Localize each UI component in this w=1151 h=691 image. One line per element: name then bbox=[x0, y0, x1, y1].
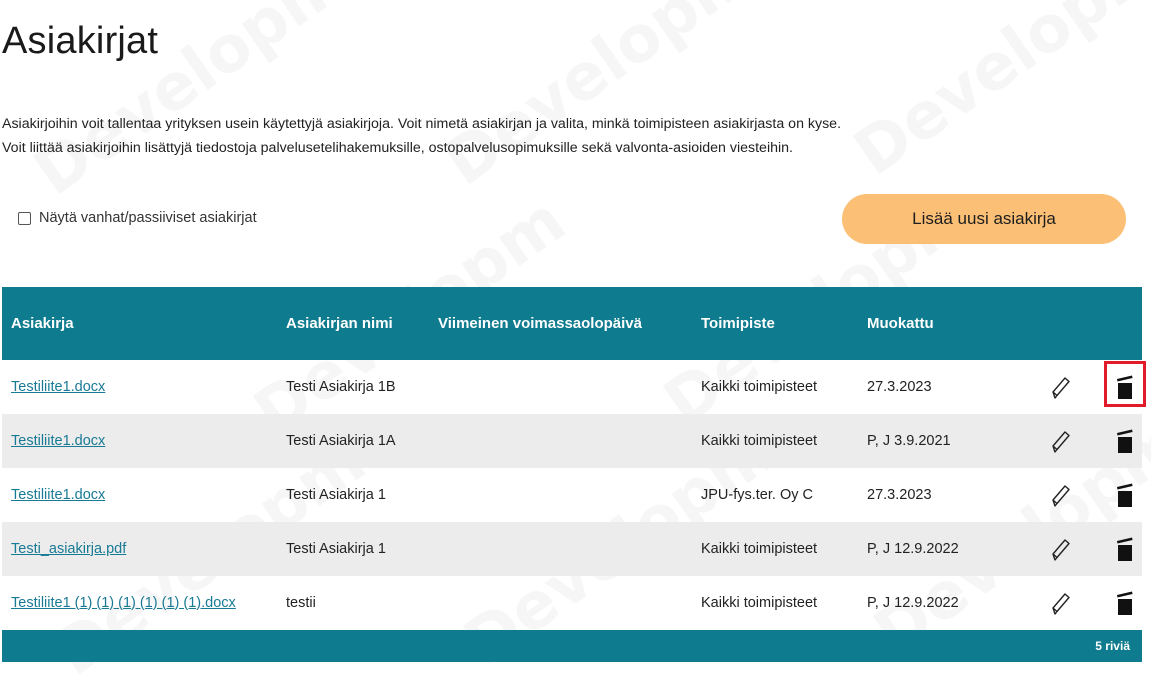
trash-icon[interactable] bbox=[1114, 590, 1136, 622]
document-link[interactable]: Testiliite1.docx bbox=[11, 378, 106, 395]
row-count: 5 riviä bbox=[1095, 638, 1130, 653]
column-header-valid-until[interactable]: Viimeinen voimassaolopäivä bbox=[438, 314, 642, 332]
pencil-icon[interactable] bbox=[1050, 591, 1072, 623]
page-title: Asiakirjat bbox=[2, 20, 159, 62]
intro-line: Voit liittää asiakirjoihin lisättyjä tiedostoja palvelusetelihakemuksille, ostopalvelusopimuksille sekä valvonta-asioiden viesteihin. bbox=[2, 140, 793, 156]
watermark-text bbox=[841, 0, 1151, 191]
column-header-name[interactable]: Asiakirjan nimi bbox=[286, 314, 393, 332]
trash-icon[interactable] bbox=[1114, 428, 1136, 460]
cell-valid-until bbox=[429, 414, 692, 468]
cell-name: Testi Asiakirja 1 bbox=[286, 540, 386, 557]
pencil-icon[interactable] bbox=[1050, 537, 1072, 569]
table-footer bbox=[2, 630, 1142, 662]
column-header-actions bbox=[1018, 287, 1142, 360]
cell-office: JPU-fys.ter. Oy C bbox=[701, 486, 813, 503]
cell-modified: 27.3.2023 bbox=[867, 378, 932, 395]
column-header-office[interactable]: Toimipiste bbox=[701, 314, 775, 332]
table-row bbox=[2, 414, 1142, 468]
cell-valid-until bbox=[429, 468, 692, 522]
pencil-icon[interactable] bbox=[1050, 375, 1072, 407]
cell-modified: P, J 12.9.2022 bbox=[867, 540, 959, 557]
cell-document bbox=[2, 576, 277, 630]
column-header-document[interactable]: Asiakirja bbox=[11, 314, 74, 332]
cell-name: Testi Asiakirja 1B bbox=[286, 378, 396, 395]
document-link[interactable]: Testiliite1 (1) (1) (1) (1) (1) (1).docx bbox=[11, 594, 236, 611]
cell-actions bbox=[1018, 468, 1142, 522]
intro-line: Asiakirjoihin voit tallentaa yrityksen usein käytettyjä asiakirjoja. Voit nimetä asiakirjan ja valita, minkä toimipisteen asiakirjasta on kyse. bbox=[2, 116, 842, 132]
cell-name: Testi Asiakirja 1A bbox=[286, 432, 396, 449]
pencil-icon[interactable] bbox=[1050, 429, 1072, 461]
cell-office: Kaikki toimipisteet bbox=[701, 432, 818, 449]
table-row bbox=[2, 522, 1142, 576]
cell-actions bbox=[1018, 522, 1142, 576]
cell-valid-until bbox=[429, 522, 692, 576]
document-link[interactable]: Testiliite1.docx bbox=[11, 432, 106, 449]
cell-document bbox=[2, 360, 277, 414]
cell-modified: P, J 12.9.2022 bbox=[867, 594, 959, 611]
pencil-icon[interactable] bbox=[1050, 483, 1072, 515]
table-row bbox=[2, 360, 1142, 414]
cell-actions bbox=[1018, 414, 1142, 468]
table-header-row bbox=[2, 287, 1142, 360]
cell-actions bbox=[1018, 576, 1142, 630]
cell-name: Testi Asiakirja 1 bbox=[286, 486, 386, 503]
cell-document bbox=[2, 522, 277, 576]
document-link[interactable]: Testi_asiakirja.pdf bbox=[11, 540, 127, 557]
cell-document bbox=[2, 468, 277, 522]
column-header-modified[interactable]: Muokattu bbox=[867, 314, 934, 332]
cell-modified: P, J 3.9.2021 bbox=[867, 432, 951, 449]
intro-text bbox=[2, 112, 1142, 160]
cell-office: Kaikki toimipisteet bbox=[701, 378, 818, 395]
trash-icon[interactable] bbox=[1114, 374, 1136, 406]
documents-table bbox=[2, 287, 1142, 662]
cell-document bbox=[2, 414, 277, 468]
trash-icon[interactable] bbox=[1114, 482, 1136, 514]
table-row bbox=[2, 468, 1142, 522]
cell-valid-until bbox=[429, 360, 692, 414]
watermark-text bbox=[431, 0, 768, 201]
show-old-label: Näytä vanhat/passiiviset asiakirjat bbox=[39, 210, 257, 226]
show-old-documents-toggle[interactable] bbox=[18, 210, 257, 226]
document-link[interactable]: Testiliite1.docx bbox=[11, 486, 106, 503]
cell-actions bbox=[1018, 360, 1142, 414]
cell-modified: 27.3.2023 bbox=[867, 486, 932, 503]
cell-office: Kaikki toimipisteet bbox=[701, 594, 818, 611]
cell-office: Kaikki toimipisteet bbox=[701, 540, 818, 557]
add-document-button[interactable]: Lisää uusi asiakirja bbox=[842, 194, 1126, 244]
show-old-checkbox[interactable] bbox=[18, 212, 31, 225]
trash-icon[interactable] bbox=[1114, 536, 1136, 568]
cell-name: testii bbox=[286, 594, 316, 611]
cell-valid-until bbox=[429, 576, 692, 630]
table-row bbox=[2, 576, 1142, 630]
